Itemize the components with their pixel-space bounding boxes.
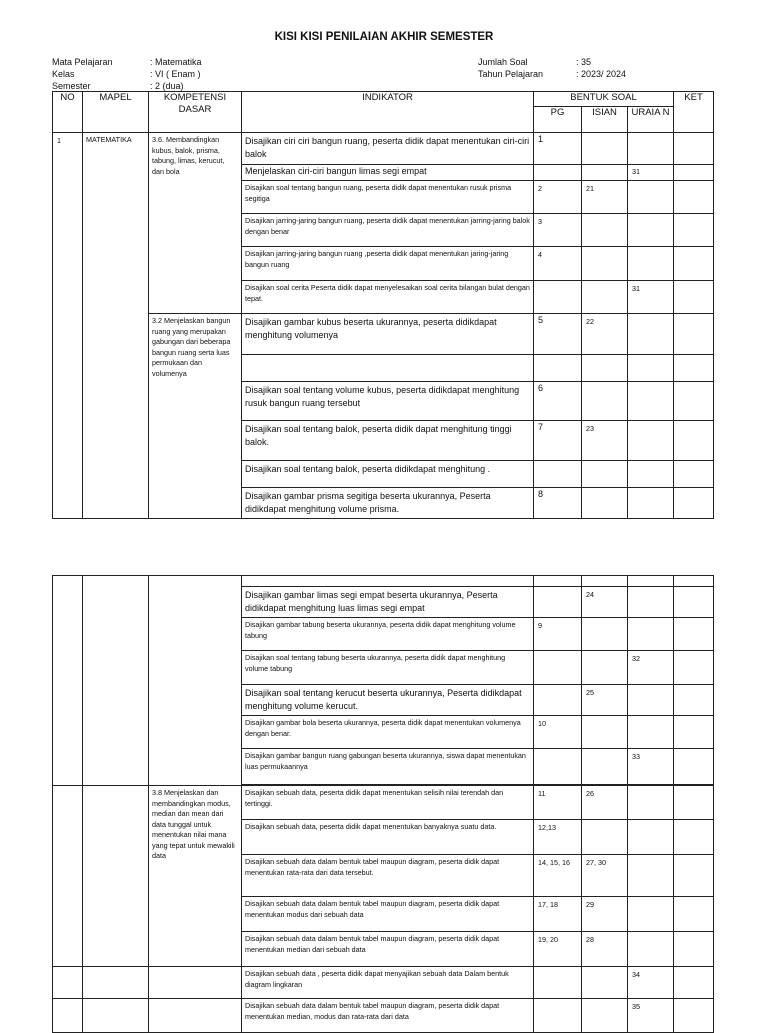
isian-cell bbox=[582, 165, 628, 181]
uraian-cell bbox=[628, 133, 674, 165]
ket-cell bbox=[674, 165, 714, 181]
header-ket: KET bbox=[674, 92, 714, 133]
header-indikator: INDIKATOR bbox=[242, 92, 534, 133]
pg-cell: 12,13 bbox=[534, 820, 582, 855]
pg-cell: 11 bbox=[534, 786, 582, 820]
uraian-cell bbox=[628, 421, 674, 461]
isian-cell: 21 bbox=[582, 181, 628, 214]
pg-cell: 7 bbox=[534, 421, 582, 461]
pg-cell bbox=[534, 967, 582, 999]
tahun-pelajaran-value: : 2023/ 2024 bbox=[576, 69, 627, 79]
pg-cell bbox=[534, 281, 582, 314]
pg-cell bbox=[534, 587, 582, 618]
uraian-cell bbox=[628, 488, 674, 519]
indikator-cell: Disajikan soal tentang bangun ruang, peserta didik dapat menentukan rusuk prisma segitiga bbox=[242, 181, 534, 214]
pg-cell: 9 bbox=[534, 618, 582, 651]
isian-cell: 24 bbox=[582, 587, 628, 618]
no-cell bbox=[53, 999, 83, 1033]
uraian-cell bbox=[628, 716, 674, 749]
ket-cell bbox=[674, 749, 714, 785]
kelas-value: : VI ( Enam ) bbox=[150, 69, 201, 79]
meta-left bbox=[52, 56, 202, 92]
header-no: NO bbox=[53, 92, 83, 133]
uraian-cell bbox=[628, 820, 674, 855]
isian-cell: 27, 30 bbox=[582, 855, 628, 897]
isian-cell bbox=[582, 214, 628, 247]
header-bentuk-soal: BENTUK SOAL bbox=[534, 92, 674, 107]
uraian-cell: 31 bbox=[628, 281, 674, 314]
pg-cell bbox=[534, 576, 582, 587]
document-title: KISI KISI PENILAIAN AKHIR SEMESTER bbox=[274, 31, 494, 43]
ket-cell bbox=[674, 488, 714, 519]
ket-cell bbox=[674, 932, 714, 967]
mapel-label: Mata Pelajaran bbox=[52, 57, 113, 67]
ket-cell bbox=[674, 355, 714, 382]
uraian-cell: 35 bbox=[628, 999, 674, 1033]
indikator-cell: Disajikan sebuah data , peserta didik dapat menyajikan sebuah data Dalam bentuk diagram lingkaran bbox=[242, 967, 534, 999]
uraian-cell bbox=[628, 214, 674, 247]
ket-cell bbox=[674, 247, 714, 281]
ket-cell bbox=[674, 855, 714, 897]
isian-cell: 28 bbox=[582, 932, 628, 967]
uraian-cell: 32 bbox=[628, 651, 674, 685]
isian-cell bbox=[582, 651, 628, 685]
pg-cell: 3 bbox=[534, 214, 582, 247]
pg-cell bbox=[534, 461, 582, 488]
isian-cell bbox=[582, 716, 628, 749]
indikator-cell bbox=[242, 576, 534, 587]
uraian-cell: 34 bbox=[628, 967, 674, 999]
row-no: 1 bbox=[53, 133, 83, 519]
ket-cell bbox=[674, 382, 714, 421]
pg-cell: 19, 20 bbox=[534, 932, 582, 967]
uraian-cell bbox=[628, 355, 674, 382]
tahun-pelajaran-label: Tahun Pelajaran bbox=[478, 69, 544, 79]
kompetensi-dasar-cell: 3.8 Menjelaskan dan membandingkan modus, median dan mean dari data tunggal untuk menentukan nilai mana yang tepat untuk mewakili data bbox=[149, 786, 242, 967]
kisi-table-page-1 bbox=[52, 91, 714, 519]
ket-cell bbox=[674, 820, 714, 855]
indikator-cell: Disajikan gambar bangun ruang gabungan beserta ukurannya, siswa dapat menentukan luas permukaannya bbox=[242, 749, 534, 785]
no-cell bbox=[53, 576, 83, 786]
ket-cell bbox=[674, 181, 714, 214]
kompetensi-dasar-cell bbox=[149, 967, 242, 999]
pg-cell: 8 bbox=[534, 488, 582, 519]
uraian-cell bbox=[628, 382, 674, 421]
header-pg: PG bbox=[534, 107, 582, 133]
ket-cell bbox=[674, 897, 714, 932]
isian-cell: 26 bbox=[582, 786, 628, 820]
mapel-value: : Matematika bbox=[150, 57, 202, 67]
indikator-cell: Disajikan jarring-jaring bangun ruang, peserta didik dapat menentukan jarring-jaring balok dengan benar bbox=[242, 214, 534, 247]
uraian-cell bbox=[628, 587, 674, 618]
uraian-cell: 31 bbox=[628, 165, 674, 181]
pg-cell: 1 bbox=[534, 133, 582, 165]
ket-cell bbox=[674, 967, 714, 999]
mapel-cell bbox=[83, 786, 149, 967]
indikator-cell: Disajikan sebuah data, peserta didik dapat menentukan selisih nilai terendah dan tertinggi. bbox=[242, 786, 534, 820]
pg-cell: 14, 15, 16 bbox=[534, 855, 582, 897]
ket-cell bbox=[674, 133, 714, 165]
isian-cell bbox=[582, 281, 628, 314]
pg-cell bbox=[534, 999, 582, 1033]
uraian-cell: 33 bbox=[628, 749, 674, 785]
pg-cell bbox=[534, 355, 582, 382]
uraian-cell bbox=[628, 685, 674, 716]
no-cell bbox=[53, 967, 83, 999]
no-cell bbox=[53, 786, 83, 967]
indikator-cell: Disajikan soal tentang kerucut beserta ukurannya, Peserta didikdapat menghitung volume kerucut. bbox=[242, 685, 534, 716]
indikator-cell: Disajikan sebuah data dalam bentuk tabel maupun diagram, peserta didik dapat menentukan median dari sebuah data bbox=[242, 932, 534, 967]
indikator-cell: Disajikan gambar kubus beserta ukurannya, peserta didikdapat menghitung volumenya bbox=[242, 314, 534, 355]
indikator-cell: Disajikan soal tentang balok, peserta didikdapat menghitung . bbox=[242, 461, 534, 488]
isian-cell bbox=[582, 967, 628, 999]
kompetensi-dasar-cell: 3.2 Menjelaskan bangun ruang yang merupakan gabungan dari beberapa bangun ruang serta luas permukaan dan volumenya bbox=[149, 314, 242, 519]
indikator-cell: Disajikan gambar limas segi empat beserta ukurannya, Peserta didikdapat menghitung luas limas segi empat bbox=[242, 587, 534, 618]
ket-cell bbox=[674, 314, 714, 355]
pg-cell: 6 bbox=[534, 382, 582, 421]
kompetensi-dasar-cell bbox=[149, 999, 242, 1033]
isian-cell: 25 bbox=[582, 685, 628, 716]
ket-cell bbox=[674, 281, 714, 314]
mapel-cell bbox=[83, 576, 149, 786]
ket-cell bbox=[674, 716, 714, 749]
kisi-table-page-2 bbox=[52, 575, 714, 1033]
header-kompetensi-dasar: KOMPETENSI DASAR bbox=[149, 92, 242, 133]
indikator-cell: Disajikan sebuah data, peserta didik dapat menentukan banyaknya suatu data. bbox=[242, 820, 534, 855]
uraian-cell bbox=[628, 855, 674, 897]
isian-cell bbox=[582, 382, 628, 421]
uraian-cell bbox=[628, 618, 674, 651]
indikator-cell: Disajikan ciri ciri bangun ruang, peserta didik dapat menentukan ciri-ciri balok bbox=[242, 133, 534, 165]
ket-cell bbox=[674, 421, 714, 461]
row-mapel: MATEMATIKA bbox=[83, 133, 149, 519]
indikator-cell: Disajikan sebuah data dalam bentuk tabel maupun diagram, peserta didik dapat menentukan median, modus dan rata-rata dari data bbox=[242, 999, 534, 1033]
uraian-cell bbox=[628, 314, 674, 355]
isian-cell bbox=[582, 247, 628, 281]
ket-cell bbox=[674, 461, 714, 488]
header-isian: ISIAN bbox=[582, 107, 628, 133]
jumlah-soal-label: Jumlah Soal bbox=[478, 57, 528, 67]
header-uraian: URAIA N bbox=[628, 107, 674, 133]
uraian-cell bbox=[628, 181, 674, 214]
ket-cell bbox=[674, 587, 714, 618]
indikator-cell: Disajikan gambar tabung beserta ukurannya, peserta didik dapat menghitung volume tabung bbox=[242, 618, 534, 651]
indikator-cell: Disajikan jarring-jaring bangun ruang ,peserta didik dapat menentukan jaring-jaring bangun ruang bbox=[242, 247, 534, 281]
ket-cell bbox=[674, 651, 714, 685]
isian-cell bbox=[582, 133, 628, 165]
uraian-cell bbox=[628, 461, 674, 488]
pg-cell: 4 bbox=[534, 247, 582, 281]
indikator-cell: Disajikan soal tentang volume kubus, peserta didikdapat menghitung rusuk bangun ruang tersebut bbox=[242, 382, 534, 421]
pg-cell: 10 bbox=[534, 716, 582, 749]
indikator-cell: Disajikan soal tentang balok, peserta didik dapat menghitung tinggi balok. bbox=[242, 421, 534, 461]
pg-cell bbox=[534, 165, 582, 181]
ket-cell bbox=[674, 618, 714, 651]
pg-cell bbox=[534, 749, 582, 785]
indikator-cell: Menjelaskan ciri-ciri bangun limas segi empat bbox=[242, 165, 534, 181]
pg-cell: 17, 18 bbox=[534, 897, 582, 932]
isian-cell bbox=[582, 488, 628, 519]
uraian-cell bbox=[628, 247, 674, 281]
ket-cell bbox=[674, 786, 714, 820]
ket-cell bbox=[674, 999, 714, 1033]
isian-cell bbox=[582, 820, 628, 855]
uraian-cell bbox=[628, 786, 674, 820]
indikator-cell bbox=[242, 355, 534, 382]
isian-cell bbox=[582, 355, 628, 382]
isian-cell bbox=[582, 461, 628, 488]
isian-cell: 22 bbox=[582, 314, 628, 355]
indikator-cell: Disajikan sebuah data dalam bentuk tabel maupun diagram, peserta didik dapat menentukan rata-rata dari data tersebut. bbox=[242, 855, 534, 897]
semester-value: : 2 (dua) bbox=[150, 81, 184, 91]
kompetensi-dasar-cell: 3.6. Membandingkan kubus, balok, prisma, tabung, limas, kerucut, dan bola bbox=[149, 133, 242, 314]
semester-label: Semester bbox=[52, 81, 91, 91]
isian-cell bbox=[582, 618, 628, 651]
indikator-cell: Disajikan gambar prisma segitiga beserta ukurannya, Peserta didikdapat menghitung volume prisma. bbox=[242, 488, 534, 519]
pg-cell: 2 bbox=[534, 181, 582, 214]
uraian-cell bbox=[628, 897, 674, 932]
kelas-label: Kelas bbox=[52, 69, 75, 79]
uraian-cell bbox=[628, 932, 674, 967]
ket-cell bbox=[674, 214, 714, 247]
isian-cell bbox=[582, 576, 628, 587]
mapel-cell bbox=[83, 999, 149, 1033]
meta-right bbox=[478, 56, 626, 80]
pg-cell bbox=[534, 651, 582, 685]
mapel-cell bbox=[83, 967, 149, 999]
pg-cell: 5 bbox=[534, 314, 582, 355]
indikator-cell: Disajikan soal tentang tabung beserta ukurannya, peserta didik dapat menghitung volume tabung bbox=[242, 651, 534, 685]
indikator-cell: Disajikan sebuah data dalam bentuk tabel maupun diagram, peserta didik dapat menentukan modus dari sebuah data bbox=[242, 897, 534, 932]
jumlah-soal-value: : 35 bbox=[576, 57, 592, 67]
kompetensi-dasar-cell bbox=[149, 576, 242, 786]
isian-cell bbox=[582, 749, 628, 785]
pg-cell bbox=[534, 685, 582, 716]
indikator-cell: Disajikan gambar bola beserta ukurannya, peserta didik dapat menentukan volumenya dengan benar. bbox=[242, 716, 534, 749]
ket-cell bbox=[674, 685, 714, 716]
ket-cell bbox=[674, 576, 714, 587]
indikator-cell: Disajikan soal cerita Peserta didik dapat menyelesaikan soal cerita bilangan bulat dengan tepat. bbox=[242, 281, 534, 314]
isian-cell: 23 bbox=[582, 421, 628, 461]
header-mapel: MAPEL bbox=[83, 92, 149, 133]
isian-cell bbox=[582, 999, 628, 1033]
isian-cell: 29 bbox=[582, 897, 628, 932]
uraian-cell bbox=[628, 576, 674, 587]
